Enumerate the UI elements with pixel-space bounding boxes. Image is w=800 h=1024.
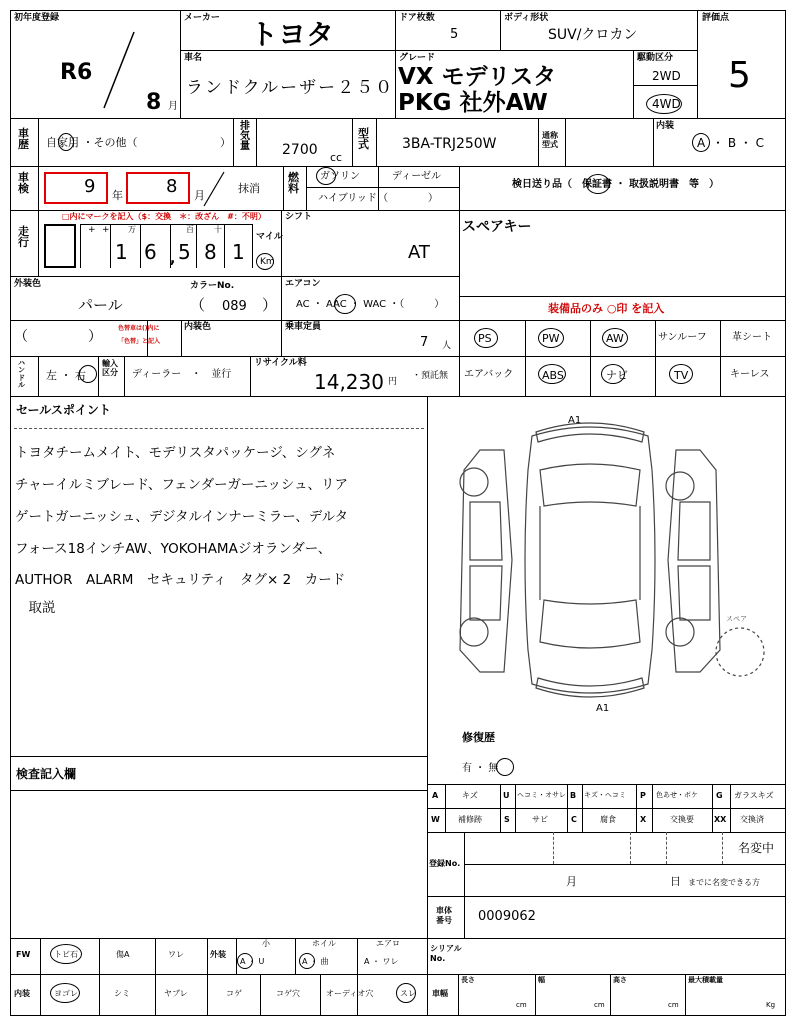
accessories-label: 検日送り品（ 保証書 ・ 取扱説明書 等 ） [512,179,719,190]
sales-line-3: ゲートガーニッシュ、デジタルインナーミラー、デルタ [15,509,349,525]
spare-key-note: スペアキー [462,219,532,235]
equip-navi: ナビ [606,369,628,382]
interior-grade-bc: ・ B ・ C [712,136,765,150]
scratch-a-label: 傷A [116,950,130,959]
handle-right-circle [79,365,97,383]
sales-line-2: チャーイルミブレード、フェンダーガーニッシュ、リア [15,477,349,493]
capacity-label: 乗車定員 [285,322,322,332]
auction-inspection-sheet: 初年度登録 R6 8 月 メーカー トヨタ ドア枚数 5 ボディ形状 SUV/クロカン 評価点 5 車名 ランドクルーザー２５０ グレード VX モデリスタ PKG 社外AW 駆動区分 2WD 4WD 車歴 自家用 ・その他（ ） 排気量 2700 cc 型式 3BA-TRJ250W 通称型式 内装 A ・ B ・ C 車検 9 年 8 月 抹消 燃料 ガソリン ディーゼル ハイブリッド （ ） 検日送り品（ 保証書 ・ 取扱説明書 等 ） 走行 □内にマークを記入（$：交換 ＊：改ざん #：不明） + 万 百 十 + 1 6 , 5 8 1 マイル Km シフト AT スペアキー 外装色 パール カラーNo. （ 089 ） エアコン AC ・ AAC ・ WAC ・（ ） 装備品のみ ○印 を記入 （ ） 色替車は()内に 「色替」と記入 内装色 乗車定員 7 人 PS PW AW サンルーフ 革シート エアバック ABS ナビ TV キーレス ハンドル 左 ・ 右 輸入区分 ディーラー ・ 並行 リサイクル料 14,230 円 ・預託無 セールスポイント トヨタチームメイト、モデリスタパッケージ、シグネ チャーイルミブレード、フェンダーガーニッシュ、リア ゲートガーニッシュ、デジタルインナーミラー、デルタ フォース18インチAW、YOKOHAMAジオランダー、 AUTHOR ALARM セキュリティ タグ× 2 カード 取説 A1 A1 スペア 修復歴 有 ・ 無 検査記入欄 A キズ U ヘコミ・オサレ B キズ・ヘコミ P 色あせ・ボケ G ガラスキズ W 補修跡 S サビ C 腐食 X 交換要 XX 交換済 登録No. 名変中 月 日 までに名変できる方 車体番号 0009062 シリアルNo. FW トビ石 傷A ワレ 外装 小 A ・ U ホイル A ・ 曲 エアロ A ・ ワレ 内装 ヨゴレ シミ ヤブレ コゲ コゲ穴 オーディオ穴 スレ 車幅 長さ cm 幅 cm 高さ cm 最大積載量 Kg [0,0,800,1024]
mileage-unit-juu: 十 [214,225,222,234]
row1-bottom-line [10,118,786,119]
recycle-unit: 円 [388,377,398,387]
common-model-label: 通称型式 [542,131,558,149]
color-no-value: 089 [222,299,247,314]
ac-options: AC ・ AAC ・ WAC ・（ ） [296,299,445,310]
equip-airbag: エアバック [464,369,514,380]
mileage-digit-1: 1 [115,240,128,264]
legend-desc-a: キズ [462,791,478,800]
capacity-value: 7 [420,335,429,350]
damage-mark-front: A1 [568,415,582,426]
mileage-digit-5: 1 [232,240,245,264]
fuel-gasoline-circle [316,167,336,185]
car-damage-diagram [440,410,780,710]
serial-no-label: シリアルNo. [430,944,462,963]
inspection-year-box [44,172,108,204]
import-label: 輸入区分 [102,359,118,377]
history-label: 車歴 [18,127,29,151]
model-label: 型式 [358,127,369,151]
width-label: 幅 [538,976,545,984]
legend-desc-p: 色あせ・ボケ [656,791,698,799]
spare-tire-label: スペア [726,615,747,623]
interior-color-label: 内装色 [184,322,212,332]
length-unit: cm [516,1001,527,1009]
registration-month-label: 月 [566,875,577,888]
max-load-label: 最大積載量 [688,976,723,984]
history-options: 自家用 ・その他（ [46,136,138,149]
fuel-diesel: ディーゼル [392,171,441,182]
color-change-paren-open: （ [14,329,28,345]
equip-aw-circle [602,328,628,348]
registration-year-label: 初年度登録 [14,13,60,23]
legend-desc-x: 交換要 [670,815,694,824]
registration-month-unit: 月 [168,101,178,112]
tear-label: ヤブレ [164,989,188,998]
inspection-month-unit: 月 [194,189,205,202]
registration-month: 8 [146,90,162,115]
body-type-value: SUV/クロカン [548,27,638,43]
fuel-hybrid: ハイブリッド [318,193,377,204]
equip-tv-circle [669,364,693,384]
crack-label: ワレ [168,950,184,959]
warranty-circle [586,174,610,194]
grade-label: グレード [399,53,436,63]
car-name-value: ランドクルーザー２５０ [186,78,395,98]
recycle-label: リサイクル料 [254,358,307,368]
displacement-label: 排気量 [240,121,250,152]
color-change-paren-close: ） [88,329,102,345]
history-private-circle [58,133,74,151]
legend-code-p: P [640,791,646,800]
stain-circle [50,983,80,1003]
mileage-digit-2: 6 [144,240,157,264]
car-name-label: 車名 [184,53,203,63]
sales-line-4: フォース18インチAW、YOKOHAMAジオランダー、 [15,541,332,557]
mileage-plus-1: + [102,225,110,235]
wheel-label: ホイル [312,939,336,948]
equip-abs: ABS [542,369,564,382]
equip-pw: PW [542,332,560,345]
score-value: 5 [728,55,751,96]
fuel-hybrid-paren: （ ） [378,193,438,204]
scuff-circle [396,983,416,1003]
mileage-digit-3: 5 [178,240,191,264]
inspection-year-unit: 年 [112,189,123,202]
grade-line2: PKG 社外AW [398,90,548,116]
legend-code-c: C [571,815,577,824]
color-change-note-1: 色替車は()内に [118,325,160,332]
length-label: 長さ [461,976,475,984]
aero-label: エアロ [376,939,400,948]
burn-label: コゲ [226,989,242,998]
score-label: 評価点 [702,13,730,23]
inspection-label: 車検 [18,171,29,195]
mileage-note: □内にマークを記入（$：交換 ＊：改ざん #：不明） [62,212,266,221]
damage-mark-rear: A1 [596,703,610,714]
name-change-status: 名変中 [738,841,775,855]
wheel-options: A ・ 曲 [302,957,329,966]
legend-code-g: G [716,791,723,800]
height-unit: cm [668,1001,679,1009]
displacement-unit: cc [330,151,343,164]
grade-line1: VX モデリスタ [398,64,557,90]
legend-desc-s: サビ [532,815,548,824]
mileage-mile-option: マイル [256,232,283,242]
cancel-label: 抹消 [238,182,260,195]
registration-day-label: 日 [670,875,681,888]
equip-abs-circle [538,364,566,384]
mileage-km-circle [256,253,274,270]
equip-sunroof: サンルーフ [658,332,707,343]
color-no-open: （ [190,296,206,314]
fuel-gasoline: ガソリン [320,171,360,182]
mileage-km-option: Km [260,257,275,267]
drive-label: 駆動区分 [637,53,674,63]
color-no-label: カラーNo. [190,281,235,291]
legend-desc-u: ヘコミ・オサレ [517,791,566,799]
recycle-amount: 14,230 [314,370,384,394]
import-options: ディーラー ・ 並行 [132,369,232,380]
spot-label: シミ [114,989,130,998]
legend-code-a: A [432,791,439,800]
sales-line-1: トヨタチームメイト、モデリスタパッケージ、シグネ [15,445,336,461]
width-unit: cm [594,1001,605,1009]
body-type-label: ボディ形状 [504,13,549,23]
interior-grade-a: A [697,136,706,150]
maker-label: メーカー [184,13,220,23]
inspection-month: 8 [166,176,178,197]
mileage-unit-hyaku: 百 [186,225,194,234]
aero-options: A ・ ワレ [364,957,399,966]
equip-navi-circle [601,364,625,384]
inspection-month-box [126,172,190,204]
stone-chip-circle [50,944,82,964]
registration-no-label: 登録No. [429,859,461,868]
interior-damage-label: 内装 [14,989,30,998]
exterior-options: A ・ U [240,957,265,966]
interior-grade-label: 内装 [656,121,675,131]
recycle-status: ・預託無 [412,371,449,381]
inspection-notes-label: 検査記入欄 [16,767,77,781]
exterior-a-circle [237,953,253,969]
equip-ps: PS [478,332,492,345]
registration-deadline-label: までに名変できる方 [688,878,760,887]
exterior-color-label: 外装色 [14,279,42,289]
scuff-label: スレ [400,989,416,998]
legend-code-u: U [503,791,510,800]
sales-point-label: セールスポイント [16,403,111,417]
drive-4wd-circle [646,94,682,114]
capacity-unit: 人 [442,341,452,351]
handle-label: ハンドル [18,359,25,390]
mileage-box-0 [44,224,76,268]
inspection-year: 9 [84,176,96,197]
equip-aw: AW [606,332,624,345]
legend-desc-g: ガラスキズ [734,791,774,800]
audio-hole-label: オーディオ穴 [326,989,374,998]
shift-value: AT [408,242,430,263]
equip-tv: TV [674,369,689,382]
stone-chip-label: トビ石 [54,950,78,959]
small-label: 小 [262,939,270,948]
equip-pw-circle [538,328,564,348]
drive-4wd: 4WD [652,97,681,111]
height-label: 高さ [613,976,627,984]
chassis-number-value: 0009062 [478,909,536,924]
handle-options: 左 ・ 右 [46,369,86,382]
color-change-note-2: 「色替」と記入 [118,338,161,345]
doors-value: 5 [450,27,459,42]
repair-none-circle [496,758,514,776]
exterior-color-value: パール [78,296,123,314]
max-load-unit: Kg [766,1001,776,1009]
shift-label: シフト [285,212,313,222]
legend-code-xx: XX [714,815,727,824]
interior-grade-a-circle [692,133,710,152]
legend-desc-b: キズ・ヘコミ [584,791,626,799]
fw-label: FW [16,950,31,959]
equip-keyless: キーレス [730,369,770,380]
mileage-unit-man: 万 [128,225,136,234]
fuel-label: 燃料 [288,171,299,195]
mileage-label: 走行 [18,225,29,249]
mileage-digit-4: 8 [204,240,217,264]
exterior-label: 外装 [210,950,226,959]
legend-code-s: S [504,815,510,824]
legend-desc-c: 腐食 [600,815,616,824]
equipment-header: 装備品のみ ○印 を記入 [548,302,665,315]
legend-desc-w: 補修跡 [458,815,482,824]
wheel-a-circle [299,953,315,969]
burn-hole-label: コゲ穴 [276,989,300,998]
drive-2wd: 2WD [652,69,681,83]
maker-value: トヨタ [250,18,335,51]
legend-code-b: B [570,791,577,800]
equip-ps-circle [474,328,498,348]
stain-label: ヨゴレ [54,989,78,998]
ac-label: エアコン [285,279,321,289]
color-no-close: ） [262,296,278,314]
sales-line-6: 取説 [15,600,56,616]
slash-divider [100,30,140,110]
sales-line-5: AUTHOR ALARM セキュリティ タグ× 2 カード [15,572,346,588]
doors-label: ドア枚数 [399,13,435,23]
chassis-number-label: 車体番号 [436,906,452,925]
ac-aac-circle [334,294,356,314]
repair-history-options: 有 ・ 無 [462,763,499,774]
model-value: 3BA-TRJ250W [402,136,497,152]
equip-leather: 革シート [732,332,772,343]
legend-code-w: W [431,815,440,824]
repair-history-label: 修復歴 [462,731,495,744]
displacement-value: 2700 [282,142,318,158]
dims-label: 車幅 [432,989,448,998]
history-paren-close: ） [220,136,231,149]
legend-code-x: X [640,815,647,824]
legend-desc-xx: 交換済 [740,815,764,824]
registration-era: R6 [60,60,93,85]
